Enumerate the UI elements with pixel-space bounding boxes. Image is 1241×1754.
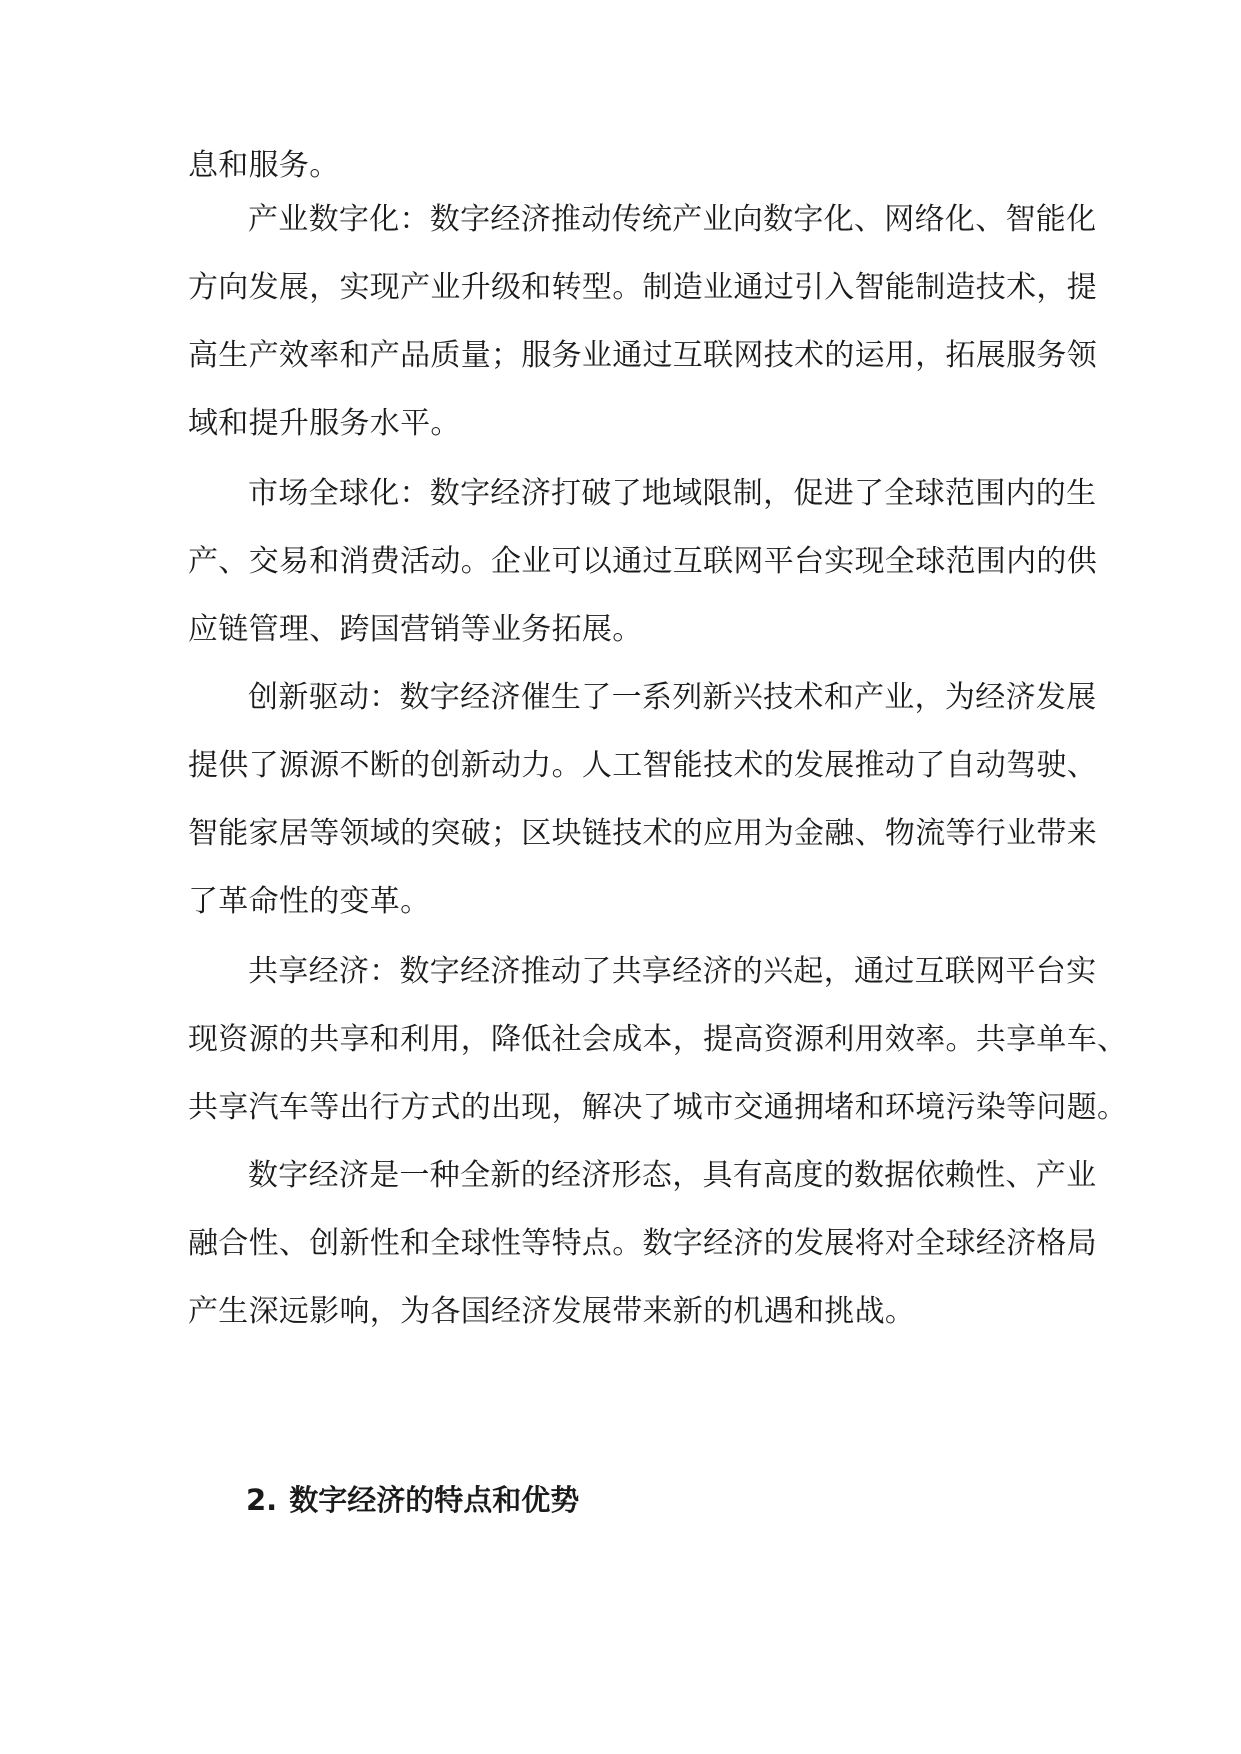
paragraph-line: 息和服务。 xyxy=(188,148,340,183)
paragraph-line: 了革命性的变革。 xyxy=(188,884,431,919)
paragraph-line: 共享汽车等出行方式的出现，解决了城市交通拥堵和环境污染等问题。 xyxy=(188,1090,1128,1125)
paragraph-line: 产生深远影响，为各国经济发展带来新的机遇和挑战。 xyxy=(188,1294,916,1329)
paragraph-line: 高生产效率和产品质量；服务业通过互联网技术的运用，拓展服务领 xyxy=(188,338,1097,373)
paragraph-line: 创新驱动：数字经济催生了一系列新兴技术和产业，为经济发展 xyxy=(248,680,1097,715)
paragraph-line: 融合性、创新性和全球性等特点。数字经济的发展将对全球经济格局 xyxy=(188,1226,1097,1261)
section-heading xyxy=(246,1480,579,1520)
section-title: 数字经济的特点和优势 xyxy=(289,1483,580,1517)
paragraph-line: 共享经济：数字经济推动了共享经济的兴起，通过互联网平台实 xyxy=(248,954,1097,989)
paragraph-line: 智能家居等领域的突破；区块链技术的应用为金融、物流等行业带来 xyxy=(188,816,1097,851)
paragraph-line: 现资源的共享和利用，降低社会成本，提高资源利用效率。共享单车、 xyxy=(188,1022,1128,1057)
paragraph-line: 数字经济是一种全新的经济形态，具有高度的数据依赖性、产业 xyxy=(248,1158,1097,1193)
paragraph-line: 市场全球化：数字经济打破了地域限制，促进了全球范围内的生 xyxy=(248,476,1097,511)
paragraph-line: 方向发展，实现产业升级和转型。制造业通过引入智能制造技术，提 xyxy=(188,270,1097,305)
section-number: 2. xyxy=(246,1483,278,1517)
paragraph-line: 应链管理、跨国营销等业务拓展。 xyxy=(188,612,643,647)
paragraph-line: 产业数字化：数字经济推动传统产业向数字化、网络化、智能化 xyxy=(248,202,1097,237)
paragraph-line: 域和提升服务水平。 xyxy=(188,406,461,441)
paragraph-line: 产、交易和消费活动。企业可以通过互联网平台实现全球范围内的供 xyxy=(188,544,1097,579)
paragraph-line: 提供了源源不断的创新动力。人工智能技术的发展推动了自动驾驶、 xyxy=(188,748,1097,783)
